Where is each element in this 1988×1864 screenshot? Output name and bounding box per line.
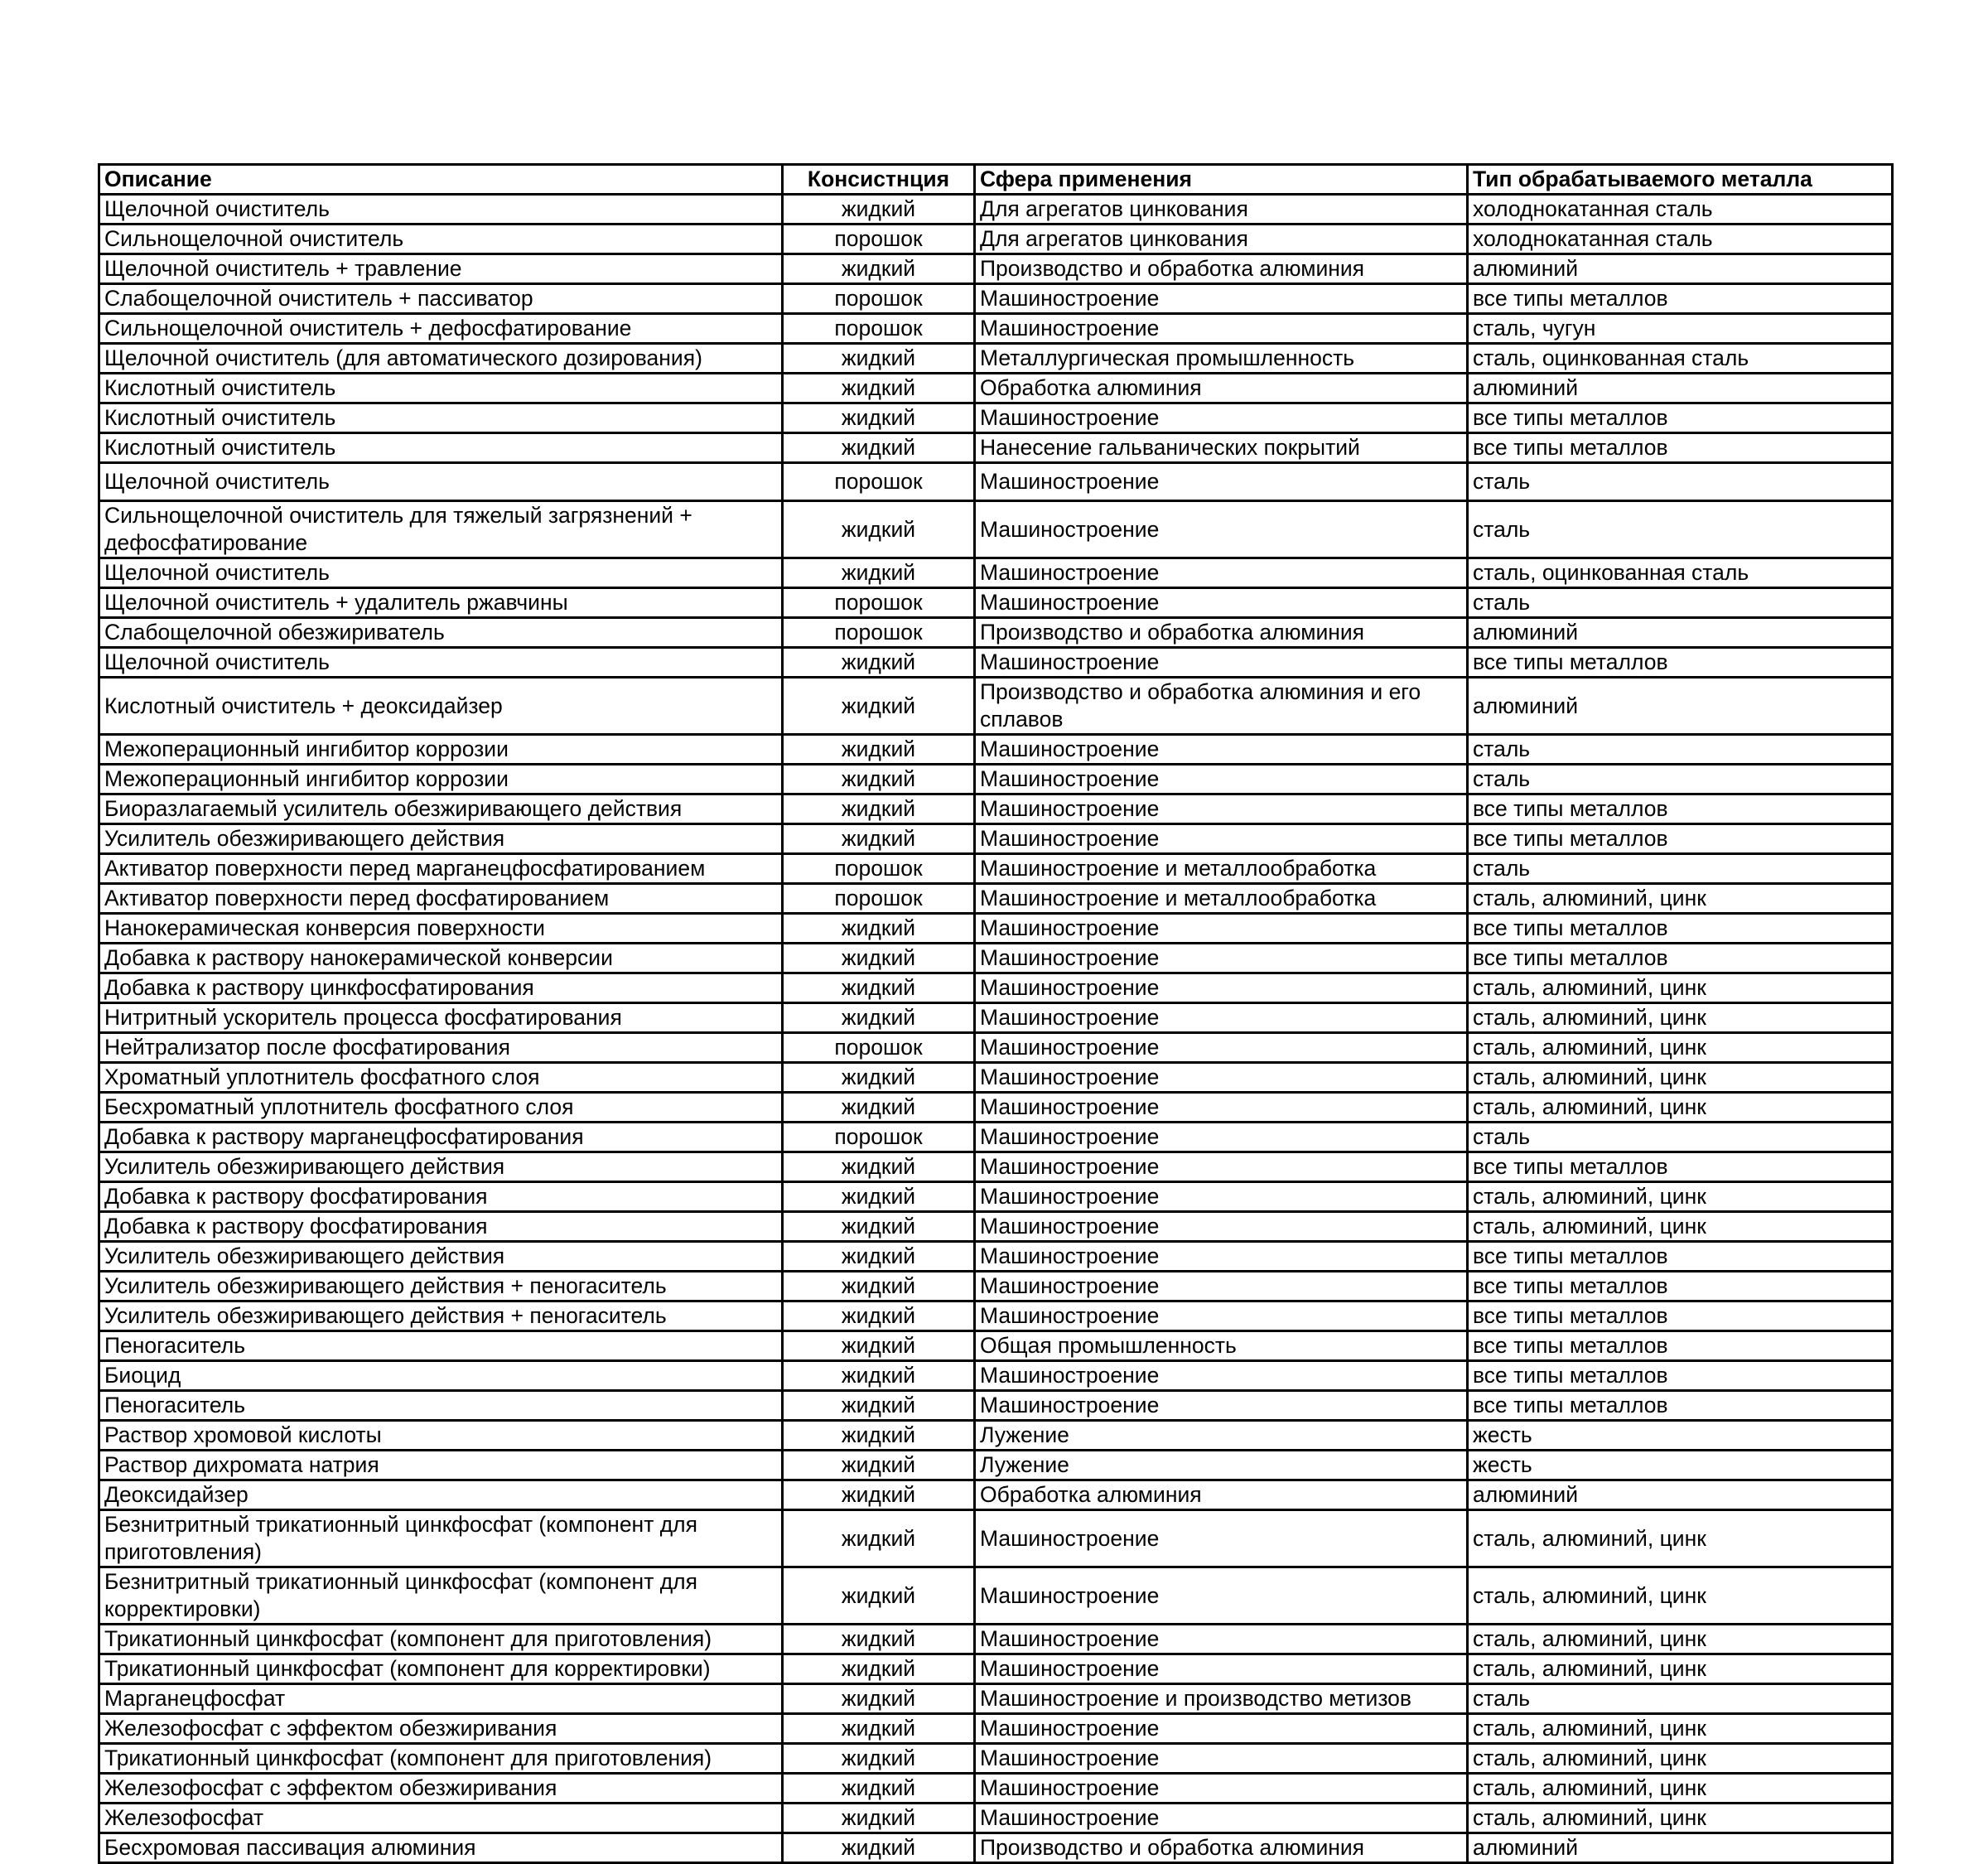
table-row bbox=[99, 1451, 1893, 1480]
table-row bbox=[99, 1625, 1893, 1654]
cell-metal-type[interactable]: сталь, алюминий, цинк bbox=[1468, 1212, 1893, 1242]
cell-application[interactable]: Машиностроение bbox=[975, 403, 1468, 433]
table-row bbox=[99, 973, 1893, 1003]
header-consistency[interactable]: Консистнция bbox=[783, 165, 975, 195]
cell-application[interactable]: Машиностроение bbox=[975, 1804, 1468, 1833]
cell-consistency[interactable]: жидкий bbox=[783, 1212, 975, 1242]
cell-application[interactable]: Машиностроение bbox=[975, 1182, 1468, 1212]
cell-consistency[interactable]: порошок bbox=[783, 314, 975, 344]
table-row bbox=[99, 1242, 1893, 1272]
table-row bbox=[99, 1331, 1893, 1361]
cell-application[interactable]: Для агрегатов цинкования bbox=[975, 195, 1468, 225]
cell-description[interactable]: Пеногаситель bbox=[99, 1331, 783, 1361]
cell-consistency[interactable]: порошок bbox=[783, 854, 975, 884]
cell-metal-type[interactable]: сталь, алюминий, цинк bbox=[1468, 1063, 1893, 1093]
table-row bbox=[99, 1744, 1893, 1774]
cell-application[interactable]: Обработка алюминия bbox=[975, 374, 1468, 403]
cell-metal-type[interactable]: сталь, алюминий, цинк bbox=[1468, 1093, 1893, 1123]
cell-metal-type[interactable]: сталь bbox=[1468, 1123, 1893, 1152]
cell-metal-type[interactable]: сталь bbox=[1468, 765, 1893, 794]
cell-consistency[interactable]: порошок bbox=[783, 463, 975, 501]
cell-application[interactable]: Машиностроение bbox=[975, 588, 1468, 618]
cell-consistency[interactable]: жидкий bbox=[783, 794, 975, 824]
cell-application[interactable]: Машиностроение bbox=[975, 944, 1468, 973]
cell-consistency[interactable]: жидкий bbox=[783, 973, 975, 1003]
cell-description[interactable]: Слабощелочной обезжириватель bbox=[99, 618, 783, 648]
header-metal-type[interactable]: Тип обрабатываемого металла bbox=[1468, 165, 1893, 195]
cell-description[interactable]: Биоцид bbox=[99, 1361, 783, 1391]
cell-metal-type[interactable]: сталь bbox=[1468, 501, 1893, 558]
cell-consistency[interactable]: жидкий bbox=[783, 1063, 975, 1093]
cell-description[interactable]: Усилитель обезжиривающего действия bbox=[99, 1152, 783, 1182]
cell-description[interactable]: Сильнощелочной очиститель bbox=[99, 225, 783, 254]
cell-application[interactable]: Машиностроение bbox=[975, 1212, 1468, 1242]
table-row bbox=[99, 854, 1893, 884]
cell-metal-type[interactable]: сталь, оцинкованная сталь bbox=[1468, 344, 1893, 374]
table-row bbox=[99, 374, 1893, 403]
cell-consistency[interactable]: жидкий bbox=[783, 433, 975, 463]
cell-application[interactable]: Производство и обработка алюминия bbox=[975, 1833, 1468, 1863]
cell-consistency[interactable]: жидкий bbox=[783, 1003, 975, 1033]
cell-description[interactable]: Активатор поверхности перед марганецфосфатированием bbox=[99, 854, 783, 884]
cell-application[interactable]: Машиностроение bbox=[975, 1152, 1468, 1182]
cell-consistency[interactable]: жидкий bbox=[783, 403, 975, 433]
cell-metal-type[interactable]: все типы металлов bbox=[1468, 794, 1893, 824]
cell-metal-type[interactable]: алюминий bbox=[1468, 1833, 1893, 1863]
cell-metal-type[interactable]: сталь bbox=[1468, 854, 1893, 884]
cell-application[interactable]: Обработка алюминия bbox=[975, 1480, 1468, 1510]
cell-description[interactable]: Добавка к раствору фосфатирования bbox=[99, 1212, 783, 1242]
table-row bbox=[99, 735, 1893, 765]
cell-application[interactable]: Машиностроение bbox=[975, 501, 1468, 558]
table-row bbox=[99, 1093, 1893, 1123]
table-row bbox=[99, 618, 1893, 648]
cell-description[interactable]: Усилитель обезжиривающего действия bbox=[99, 824, 783, 854]
table-row bbox=[99, 1391, 1893, 1421]
cell-metal-type[interactable]: сталь, алюминий, цинк bbox=[1468, 1033, 1893, 1063]
cell-metal-type[interactable]: алюминий bbox=[1468, 254, 1893, 284]
cell-description[interactable]: Трикатионный цинкфосфат (компонент для корректировки) bbox=[99, 1654, 783, 1684]
cell-description[interactable]: Усилитель обезжиривающего действия + пеногаситель bbox=[99, 1301, 783, 1331]
cell-description[interactable]: Активатор поверхности перед фосфатированием bbox=[99, 884, 783, 914]
cell-consistency[interactable]: жидкий bbox=[783, 1331, 975, 1361]
cell-metal-type[interactable]: сталь, алюминий, цинк bbox=[1468, 1003, 1893, 1033]
cell-description[interactable]: Усилитель обезжиривающего действия + пеногаситель bbox=[99, 1272, 783, 1301]
cell-metal-type[interactable]: сталь bbox=[1468, 735, 1893, 765]
cell-metal-type[interactable]: все типы металлов bbox=[1468, 824, 1893, 854]
table-row bbox=[99, 794, 1893, 824]
table-row bbox=[99, 314, 1893, 344]
cell-consistency[interactable]: порошок bbox=[783, 1123, 975, 1152]
cell-description[interactable]: Пеногаситель bbox=[99, 1391, 783, 1421]
cell-metal-type[interactable]: все типы металлов bbox=[1468, 1331, 1893, 1361]
cell-description[interactable]: Кислотный очиститель + деоксидайзер bbox=[99, 678, 783, 735]
table-row bbox=[99, 648, 1893, 678]
cell-consistency[interactable]: жидкий bbox=[783, 1242, 975, 1272]
cell-metal-type[interactable]: все типы металлов bbox=[1468, 648, 1893, 678]
cell-metal-type[interactable]: все типы металлов bbox=[1468, 914, 1893, 944]
cell-metal-type[interactable]: все типы металлов bbox=[1468, 1242, 1893, 1272]
cell-application[interactable]: Машиностроение bbox=[975, 1714, 1468, 1744]
table-row bbox=[99, 254, 1893, 284]
table-row bbox=[99, 463, 1893, 501]
cell-description[interactable]: Бесхромовая пассивация алюминия bbox=[99, 1833, 783, 1863]
table-row bbox=[99, 1182, 1893, 1212]
cell-metal-type[interactable]: сталь, алюминий, цинк bbox=[1468, 973, 1893, 1003]
cell-metal-type[interactable]: сталь, алюминий, цинк bbox=[1468, 1714, 1893, 1744]
table-row bbox=[99, 501, 1893, 558]
cell-description[interactable]: Добавка к раствору фосфатирования bbox=[99, 1182, 783, 1212]
cell-application[interactable]: Машиностроение bbox=[975, 314, 1468, 344]
cell-application[interactable]: Машиностроение bbox=[975, 914, 1468, 944]
cell-metal-type[interactable]: холоднокатанная сталь bbox=[1468, 225, 1893, 254]
cell-application[interactable]: Машиностроение bbox=[975, 1361, 1468, 1391]
cell-consistency[interactable]: жидкий bbox=[783, 195, 975, 225]
cell-description[interactable]: Бесхроматный уплотнитель фосфатного слоя bbox=[99, 1093, 783, 1123]
header-description[interactable]: Описание bbox=[99, 165, 783, 195]
cell-metal-type[interactable]: алюминий bbox=[1468, 374, 1893, 403]
cell-consistency[interactable]: жидкий bbox=[783, 1684, 975, 1714]
table-row bbox=[99, 1480, 1893, 1510]
cell-metal-type[interactable]: все типы металлов bbox=[1468, 284, 1893, 314]
header-application[interactable]: Сфера применения bbox=[975, 165, 1468, 195]
cell-application[interactable]: Машиностроение bbox=[975, 648, 1468, 678]
cell-application[interactable]: Машиностроение и металлообработка bbox=[975, 854, 1468, 884]
cell-metal-type[interactable]: сталь bbox=[1468, 588, 1893, 618]
cell-metal-type[interactable]: все типы металлов bbox=[1468, 433, 1893, 463]
table-row bbox=[99, 1003, 1893, 1033]
cell-consistency[interactable]: жидкий bbox=[783, 1272, 975, 1301]
cell-application[interactable]: Производство и обработка алюминия и его сплавов bbox=[975, 678, 1468, 735]
cell-metal-type[interactable]: все типы металлов bbox=[1468, 1301, 1893, 1331]
cell-consistency[interactable]: порошок bbox=[783, 884, 975, 914]
cell-description[interactable]: Слабощелочной очиститель + пассиватор bbox=[99, 284, 783, 314]
cell-metal-type[interactable]: сталь, алюминий, цинк bbox=[1468, 1654, 1893, 1684]
cell-consistency[interactable]: жидкий bbox=[783, 1510, 975, 1567]
cell-application[interactable]: Машиностроение bbox=[975, 1003, 1468, 1033]
cell-description[interactable]: Деоксидайзер bbox=[99, 1480, 783, 1510]
table-row bbox=[99, 1510, 1893, 1567]
cell-description[interactable]: Добавка к раствору марганецфосфатирования bbox=[99, 1123, 783, 1152]
table-row bbox=[99, 1123, 1893, 1152]
cell-consistency[interactable]: жидкий bbox=[783, 374, 975, 403]
table-row bbox=[99, 1063, 1893, 1093]
spreadsheet-table-container bbox=[98, 163, 1891, 1864]
cell-metal-type[interactable]: алюминий bbox=[1468, 618, 1893, 648]
cell-description[interactable]: Добавка к раствору нанокерамической конверсии bbox=[99, 944, 783, 973]
cell-description[interactable]: Щелочной очиститель + удалитель ржавчины bbox=[99, 588, 783, 618]
cell-application[interactable]: Машиностроение и производство метизов bbox=[975, 1684, 1468, 1714]
cell-metal-type[interactable]: холоднокатанная сталь bbox=[1468, 195, 1893, 225]
cell-application[interactable]: Машиностроение bbox=[975, 1567, 1468, 1625]
products-table bbox=[98, 163, 1894, 1864]
cell-consistency[interactable]: жидкий bbox=[783, 501, 975, 558]
cell-description[interactable]: Марганецфосфат bbox=[99, 1684, 783, 1714]
cell-description[interactable]: Щелочной очиститель bbox=[99, 463, 783, 501]
cell-consistency[interactable]: жидкий bbox=[783, 1152, 975, 1182]
cell-description[interactable]: Нейтрализатор после фосфатирования bbox=[99, 1033, 783, 1063]
cell-description[interactable]: Кислотный очиститель bbox=[99, 433, 783, 463]
cell-consistency[interactable]: порошок bbox=[783, 284, 975, 314]
cell-metal-type[interactable]: сталь, алюминий, цинк bbox=[1468, 1182, 1893, 1212]
cell-application[interactable]: Машиностроение bbox=[975, 1272, 1468, 1301]
cell-consistency[interactable]: жидкий bbox=[783, 1182, 975, 1212]
cell-description[interactable]: Железофосфат bbox=[99, 1804, 783, 1833]
cell-description[interactable]: Нитритный ускоритель процесса фосфатирования bbox=[99, 1003, 783, 1033]
cell-application[interactable]: Машиностроение bbox=[975, 1391, 1468, 1421]
cell-metal-type[interactable]: алюминий bbox=[1468, 678, 1893, 735]
cell-application[interactable]: Машиностроение bbox=[975, 765, 1468, 794]
cell-application[interactable]: Машиностроение bbox=[975, 794, 1468, 824]
table-row bbox=[99, 1654, 1893, 1684]
cell-application[interactable]: Машиностроение bbox=[975, 1744, 1468, 1774]
cell-metal-type[interactable]: жесть bbox=[1468, 1421, 1893, 1451]
table-row bbox=[99, 344, 1893, 374]
cell-consistency[interactable]: жидкий bbox=[783, 1093, 975, 1123]
table-row bbox=[99, 1833, 1893, 1863]
cell-consistency[interactable]: жидкий bbox=[783, 1567, 975, 1625]
cell-application[interactable]: Машиностроение bbox=[975, 1063, 1468, 1093]
cell-consistency[interactable]: порошок bbox=[783, 588, 975, 618]
cell-description[interactable]: Кислотный очиститель bbox=[99, 403, 783, 433]
cell-consistency[interactable]: порошок bbox=[783, 225, 975, 254]
cell-application[interactable]: Нанесение гальванических покрытий bbox=[975, 433, 1468, 463]
table-row bbox=[99, 824, 1893, 854]
table-row bbox=[99, 944, 1893, 973]
cell-consistency[interactable]: жидкий bbox=[783, 765, 975, 794]
cell-description[interactable]: Трикатионный цинкфосфат (компонент для приготовления) bbox=[99, 1625, 783, 1654]
cell-description[interactable]: Железофосфат с эффектом обезжиривания bbox=[99, 1774, 783, 1804]
cell-description[interactable]: Безнитритный трикатионный цинкфосфат (компонент для приготовления) bbox=[99, 1510, 783, 1567]
cell-consistency[interactable]: жидкий bbox=[783, 1391, 975, 1421]
cell-application[interactable]: Производство и обработка алюминия bbox=[975, 618, 1468, 648]
cell-metal-type[interactable]: сталь, алюминий, цинк bbox=[1468, 1744, 1893, 1774]
cell-application[interactable]: Машиностроение bbox=[975, 1033, 1468, 1063]
cell-description[interactable]: Кислотный очиститель bbox=[99, 374, 783, 403]
table-row bbox=[99, 1301, 1893, 1331]
cell-application[interactable]: Производство и обработка алюминия bbox=[975, 254, 1468, 284]
cell-application[interactable]: Машиностроение bbox=[975, 558, 1468, 588]
cell-description[interactable]: Щелочной очиститель + травление bbox=[99, 254, 783, 284]
cell-metal-type[interactable]: сталь, алюминий, цинк bbox=[1468, 1804, 1893, 1833]
table-row bbox=[99, 1272, 1893, 1301]
cell-metal-type[interactable]: алюминий bbox=[1468, 1480, 1893, 1510]
cell-metal-type[interactable]: сталь, чугун bbox=[1468, 314, 1893, 344]
cell-consistency[interactable]: жидкий bbox=[783, 254, 975, 284]
cell-description[interactable]: Железофосфат с эффектом обезжиривания bbox=[99, 1714, 783, 1744]
cell-consistency[interactable]: жидкий bbox=[783, 1804, 975, 1833]
table-row bbox=[99, 588, 1893, 618]
cell-consistency[interactable]: жидкий bbox=[783, 344, 975, 374]
cell-description[interactable]: Безнитритный трикатионный цинкфосфат (компонент для корректировки) bbox=[99, 1567, 783, 1625]
cell-metal-type[interactable]: жесть bbox=[1468, 1451, 1893, 1480]
cell-consistency[interactable]: жидкий bbox=[783, 1480, 975, 1510]
table-body bbox=[99, 195, 1893, 1863]
table-row bbox=[99, 225, 1893, 254]
cell-description[interactable]: Щелочной очиститель bbox=[99, 195, 783, 225]
cell-application[interactable]: Машиностроение bbox=[975, 1301, 1468, 1331]
table-row bbox=[99, 1684, 1893, 1714]
cell-application[interactable]: Машиностроение bbox=[975, 1242, 1468, 1272]
table-row bbox=[99, 1567, 1893, 1625]
table-row bbox=[99, 1033, 1893, 1063]
cell-application[interactable]: Для агрегатов цинкования bbox=[975, 225, 1468, 254]
cell-application[interactable]: Машиностроение bbox=[975, 1625, 1468, 1654]
cell-consistency[interactable]: жидкий bbox=[783, 824, 975, 854]
cell-description[interactable]: Биоразлагаемый усилитель обезжиривающего действия bbox=[99, 794, 783, 824]
cell-consistency[interactable]: жидкий bbox=[783, 1421, 975, 1451]
table-row bbox=[99, 284, 1893, 314]
cell-metal-type[interactable]: сталь, алюминий, цинк bbox=[1468, 1567, 1893, 1625]
table-row bbox=[99, 195, 1893, 225]
cell-application[interactable]: Общая промышленность bbox=[975, 1331, 1468, 1361]
table-row bbox=[99, 765, 1893, 794]
cell-description[interactable]: Сильнощелочной очиститель + дефосфатирование bbox=[99, 314, 783, 344]
cell-description[interactable]: Усилитель обезжиривающего действия bbox=[99, 1242, 783, 1272]
cell-consistency[interactable]: жидкий bbox=[783, 1451, 975, 1480]
cell-consistency[interactable]: жидкий bbox=[783, 735, 975, 765]
cell-application[interactable]: Машиностроение bbox=[975, 463, 1468, 501]
cell-application[interactable]: Машиностроение bbox=[975, 973, 1468, 1003]
cell-consistency[interactable]: жидкий bbox=[783, 914, 975, 944]
cell-metal-type[interactable]: сталь, алюминий, цинк bbox=[1468, 1510, 1893, 1567]
cell-description[interactable]: Щелочной очиститель bbox=[99, 648, 783, 678]
cell-consistency[interactable]: жидкий bbox=[783, 648, 975, 678]
cell-description[interactable]: Межоперационный ингибитор коррозии bbox=[99, 735, 783, 765]
cell-metal-type[interactable]: сталь bbox=[1468, 463, 1893, 501]
cell-metal-type[interactable]: все типы металлов bbox=[1468, 1152, 1893, 1182]
cell-metal-type[interactable]: все типы металлов bbox=[1468, 403, 1893, 433]
cell-application[interactable]: Лужение bbox=[975, 1421, 1468, 1451]
table-row bbox=[99, 1212, 1893, 1242]
table-header-row bbox=[99, 165, 1893, 195]
table-row bbox=[99, 884, 1893, 914]
cell-application[interactable]: Машиностроение bbox=[975, 1774, 1468, 1804]
cell-description[interactable]: Раствор хромовой кислоты bbox=[99, 1421, 783, 1451]
cell-consistency[interactable]: жидкий bbox=[783, 558, 975, 588]
cell-consistency[interactable]: жидкий bbox=[783, 1301, 975, 1331]
table-row bbox=[99, 1421, 1893, 1451]
cell-metal-type[interactable]: сталь, алюминий, цинк bbox=[1468, 1625, 1893, 1654]
table-row bbox=[99, 433, 1893, 463]
cell-metal-type[interactable]: все типы металлов bbox=[1468, 1391, 1893, 1421]
cell-consistency[interactable]: порошок bbox=[783, 1033, 975, 1063]
cell-metal-type[interactable]: все типы металлов bbox=[1468, 1361, 1893, 1391]
table-row bbox=[99, 403, 1893, 433]
cell-description[interactable]: Добавка к раствору цинкфосфатирования bbox=[99, 973, 783, 1003]
table-row bbox=[99, 1774, 1893, 1804]
cell-description[interactable]: Трикатионный цинкфосфат (компонент для приготовления) bbox=[99, 1744, 783, 1774]
cell-metal-type[interactable]: сталь, оцинкованная сталь bbox=[1468, 558, 1893, 588]
table-row bbox=[99, 1361, 1893, 1391]
cell-metal-type[interactable]: сталь, алюминий, цинк bbox=[1468, 1774, 1893, 1804]
cell-metal-type[interactable]: сталь, алюминий, цинк bbox=[1468, 884, 1893, 914]
cell-description[interactable]: Сильнощелочной очиститель для тяжелый загрязнений + дефосфатирование bbox=[99, 501, 783, 558]
table-row bbox=[99, 1804, 1893, 1833]
cell-consistency[interactable]: порошок bbox=[783, 618, 975, 648]
table-row bbox=[99, 678, 1893, 735]
table-row bbox=[99, 914, 1893, 944]
cell-application[interactable]: Машиностроение bbox=[975, 284, 1468, 314]
cell-consistency[interactable]: жидкий bbox=[783, 1625, 975, 1654]
cell-application[interactable]: Машиностроение bbox=[975, 1093, 1468, 1123]
cell-consistency[interactable]: жидкий bbox=[783, 1654, 975, 1684]
cell-consistency[interactable]: жидкий bbox=[783, 1833, 975, 1863]
cell-application[interactable]: Лужение bbox=[975, 1451, 1468, 1480]
cell-metal-type[interactable]: все типы металлов bbox=[1468, 1272, 1893, 1301]
cell-consistency[interactable]: жидкий bbox=[783, 678, 975, 735]
cell-metal-type[interactable]: сталь bbox=[1468, 1684, 1893, 1714]
table-row bbox=[99, 1714, 1893, 1744]
cell-consistency[interactable]: жидкий bbox=[783, 1714, 975, 1744]
cell-application[interactable]: Машиностроение bbox=[975, 735, 1468, 765]
cell-description[interactable]: Щелочной очиститель bbox=[99, 558, 783, 588]
cell-application[interactable]: Машиностроение bbox=[975, 1510, 1468, 1567]
cell-metal-type[interactable]: все типы металлов bbox=[1468, 944, 1893, 973]
cell-description[interactable]: Межоперационный ингибитор коррозии bbox=[99, 765, 783, 794]
cell-consistency[interactable]: жидкий bbox=[783, 1361, 975, 1391]
table-row bbox=[99, 1152, 1893, 1182]
cell-description[interactable]: Хроматный уплотнитель фосфатного слоя bbox=[99, 1063, 783, 1093]
cell-application[interactable]: Машиностроение и металлообработка bbox=[975, 884, 1468, 914]
cell-description[interactable]: Щелочной очиститель (для автоматического дозирования) bbox=[99, 344, 783, 374]
cell-consistency[interactable]: жидкий bbox=[783, 1774, 975, 1804]
cell-description[interactable]: Раствор дихромата натрия bbox=[99, 1451, 783, 1480]
cell-application[interactable]: Машиностроение bbox=[975, 1654, 1468, 1684]
cell-application[interactable]: Металлургическая промышленность bbox=[975, 344, 1468, 374]
table-row bbox=[99, 558, 1893, 588]
cell-application[interactable]: Машиностроение bbox=[975, 1123, 1468, 1152]
cell-consistency[interactable]: жидкий bbox=[783, 944, 975, 973]
cell-application[interactable]: Машиностроение bbox=[975, 824, 1468, 854]
cell-description[interactable]: Нанокерамическая конверсия поверхности bbox=[99, 914, 783, 944]
cell-consistency[interactable]: жидкий bbox=[783, 1744, 975, 1774]
